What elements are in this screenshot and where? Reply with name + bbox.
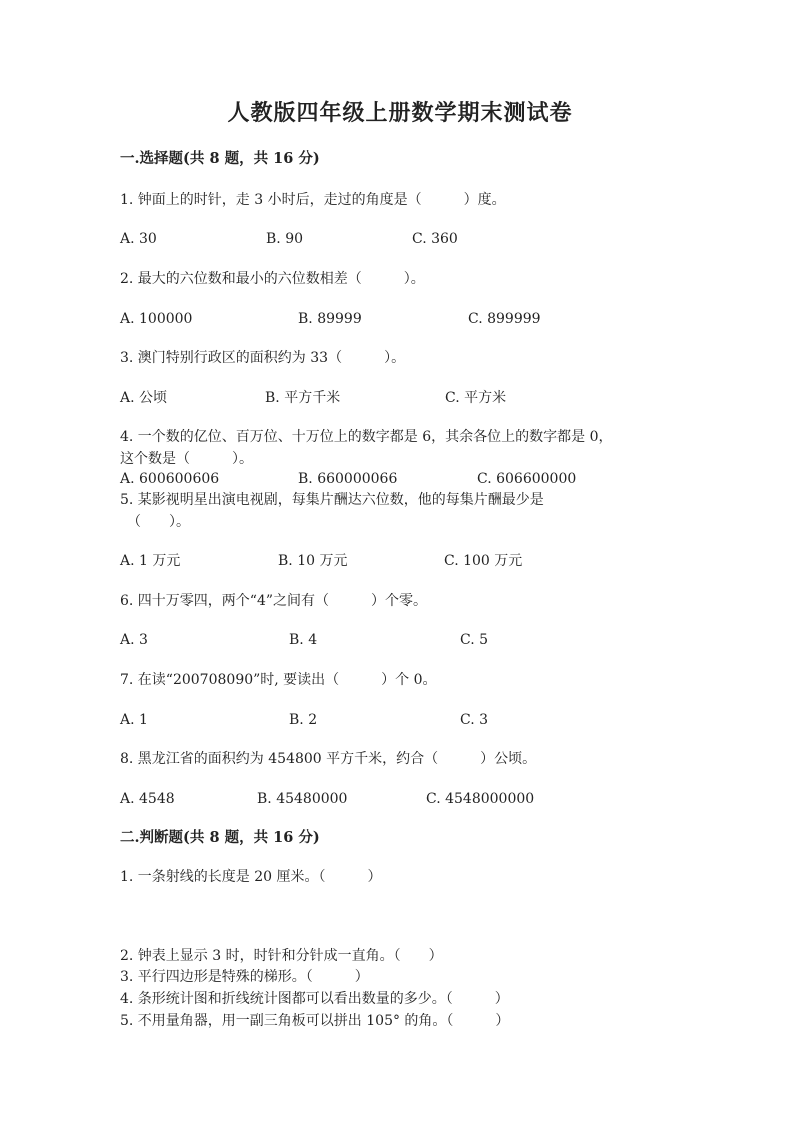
q3-option-c: C. 平方米 [445, 390, 507, 406]
q4-option-b: B. 660000066 [298, 471, 398, 487]
q3-option-b: B. 平方千米 [265, 390, 341, 406]
q1-option-a: A. 30 [120, 231, 157, 247]
q8-option-a: A. 4548 [120, 791, 175, 807]
question-4-line-2: 这个数是（ ）。 [120, 451, 253, 467]
question-5-line-1: 5. 某影视明星出演电视剧，每集片酬达六位数，他的每集片酬最少是 [120, 492, 544, 508]
q6-option-c: C. 5 [460, 632, 489, 648]
section-heading-choice: 一.选择题(共 8 题，共 16 分) [120, 150, 320, 167]
q2-option-c: C. 899999 [468, 311, 541, 327]
question-8: 8. 黑龙江省的面积约为 454800 平方千米，约合（ ）公顷。 [120, 751, 537, 767]
q5-option-c: C. 100 万元 [444, 553, 523, 569]
q4-option-c: C. 606600000 [477, 471, 577, 487]
q7-option-c: C. 3 [460, 712, 489, 728]
q1-option-c: C. 360 [412, 231, 458, 247]
question-5-line-2: （ ）。 [127, 514, 190, 530]
question-6: 6. 四十万零四，两个“4”之间有（ ）个零。 [120, 593, 428, 609]
page-title: 人教版四年级上册数学期末测试卷 [227, 100, 573, 126]
question-1: 1. 钟面上的时针，走 3 小时后，走过的角度是（ ）度。 [120, 192, 506, 208]
q8-option-b: B. 45480000 [257, 791, 348, 807]
q7-option-b: B. 2 [289, 712, 318, 728]
q2-option-b: B. 89999 [298, 311, 362, 327]
judgment-item-1: 1. 一条射线的长度是 20 厘米。（ ） [120, 869, 382, 885]
q1-option-b: B. 90 [266, 231, 304, 247]
q5-option-b: B. 10 万元 [278, 553, 348, 569]
judgment-item-5: 5. 不用量角器，用一副三角板可以拼出 105° 的角。（ ） [120, 1013, 510, 1029]
q4-option-a: A. 600600606 [120, 471, 220, 487]
judgment-item-4: 4. 条形统计图和折线统计图都可以看出数量的多少。（ ） [120, 991, 509, 1007]
question-7: 7. 在读“200708090”时, 要读出（ ）个 0。 [120, 672, 437, 688]
question-4-line-1: 4. 一个数的亿位、百万位、十万位上的数字都是 6，其余各位上的数字都是 0， [120, 429, 613, 445]
q5-option-a: A. 1 万元 [120, 553, 181, 569]
section-heading-judgment: 二.判断题(共 8 题，共 16 分) [120, 829, 320, 846]
q7-option-a: A. 1 [120, 712, 148, 728]
judgment-item-3: 3. 平行四边形是特殊的梯形。（ ） [120, 969, 369, 985]
judgment-item-2: 2. 钟表上显示 3 时，时针和分针成一直角。（ ） [120, 948, 443, 964]
q6-option-a: A. 3 [120, 632, 148, 648]
q6-option-b: B. 4 [289, 632, 318, 648]
question-3: 3. 澳门特别行政区的面积约为 33（ ）。 [120, 350, 406, 366]
q8-option-c: C. 4548000000 [426, 791, 535, 807]
question-2: 2. 最大的六位数和最小的六位数相差（ ）。 [120, 271, 425, 287]
q3-option-a: A. 公顷 [120, 390, 168, 406]
q2-option-a: A. 100000 [120, 311, 193, 327]
